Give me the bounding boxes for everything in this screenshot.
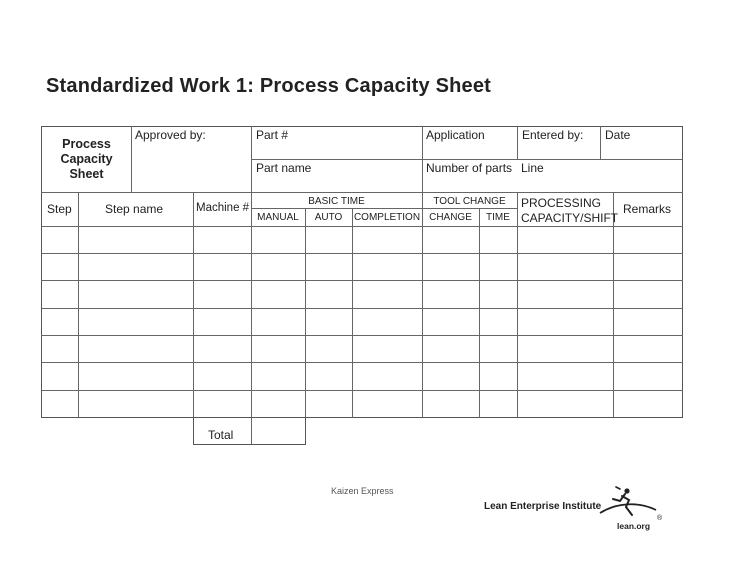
column-line [78, 192, 79, 418]
column-header-tool-change: TOOL CHANGE [433, 196, 506, 207]
column-line [193, 192, 194, 418]
column-header-completion: COMPLETION [353, 212, 421, 223]
row-line [41, 253, 683, 254]
header-divider [422, 126, 423, 192]
column-line [251, 192, 252, 418]
column-header-processing: PROCESSING [521, 196, 602, 210]
column-header-manual: MANUAL [257, 212, 299, 223]
header-divider [600, 126, 601, 159]
header-divider [517, 126, 518, 159]
column-line [305, 208, 306, 418]
subheader-line [251, 208, 517, 209]
column-header-time: TIME [486, 212, 510, 223]
total-divider [251, 418, 252, 444]
line-label: Line [521, 161, 544, 175]
header-bottom-line [41, 192, 683, 193]
number-of-parts-label: Number of parts [426, 161, 513, 175]
form-name-line: Capacity [60, 151, 113, 166]
column-header-machine: Machine # [196, 202, 250, 214]
column-header-remarks: Remarks [623, 202, 672, 216]
organization-url: lean.org [617, 521, 651, 531]
column-line [352, 208, 353, 418]
total-label: Total [208, 428, 234, 442]
part-name-label: Part name [256, 161, 312, 175]
column-header-step-name: Step name [105, 202, 164, 216]
registered-mark: ® [657, 515, 663, 522]
column-line [479, 208, 480, 418]
row-line [41, 308, 683, 309]
publisher-label: Kaizen Express [331, 486, 394, 496]
header-divider [251, 126, 252, 192]
column-header-step: Step [47, 202, 72, 216]
form-name-line: Sheet [69, 166, 104, 181]
part-number-label: Part # [256, 128, 289, 142]
column-line [422, 192, 423, 418]
header-divider [251, 159, 682, 160]
column-header-bottom [41, 226, 683, 227]
row-line [41, 280, 683, 281]
page-title: Standardized Work 1: Process Capacity Sheet [46, 75, 492, 97]
organization-name: Lean Enterprise Institute [484, 501, 602, 512]
form-name-block [42, 126, 131, 192]
row-line [41, 390, 683, 391]
column-header-capacity-shift: CAPACITY/SHIFT [521, 211, 619, 225]
header-divider [131, 126, 132, 192]
column-header-change: CHANGE [429, 212, 472, 223]
application-label: Application [426, 128, 485, 142]
column-header-auto: AUTO [314, 212, 343, 223]
column-line [613, 192, 614, 418]
date-label: Date [605, 128, 631, 142]
row-line [41, 362, 683, 363]
column-line [517, 192, 518, 418]
form-table [41, 126, 683, 418]
entered-by-label: Entered by: [522, 128, 584, 142]
form-name-line: Process [62, 136, 111, 151]
lean-enterprise-logo-icon [596, 485, 666, 525]
column-header-basic-time: BASIC TIME [308, 196, 365, 207]
approved-by-label: Approved by: [135, 128, 206, 142]
row-line [41, 335, 683, 336]
